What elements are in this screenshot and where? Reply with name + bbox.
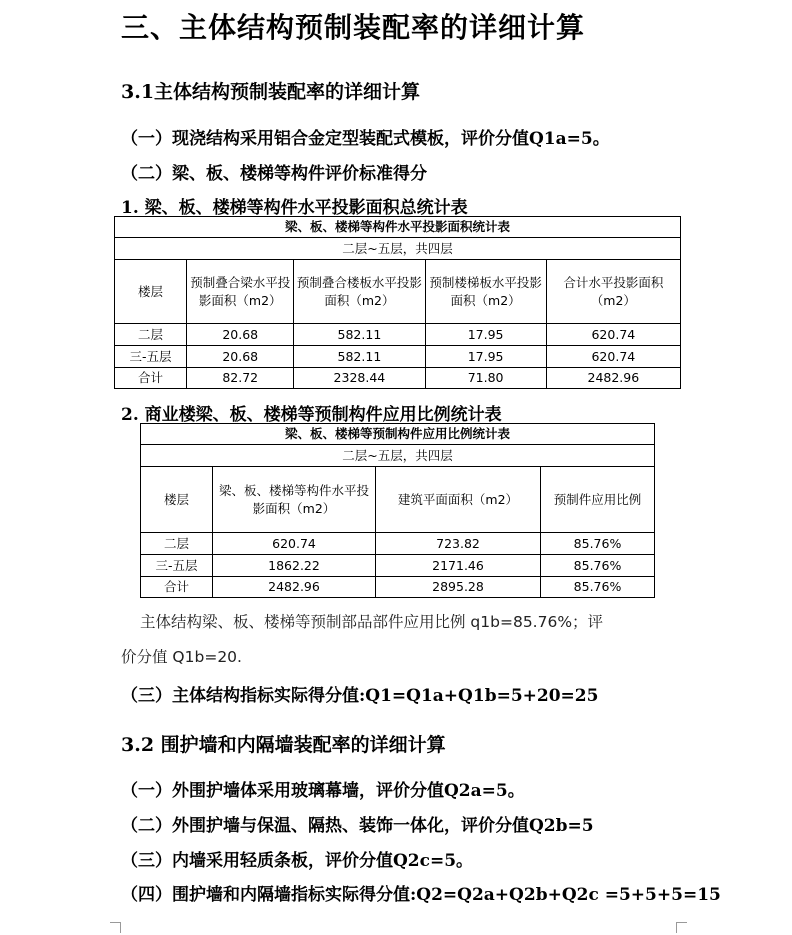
table-cell: 71.80 bbox=[425, 368, 546, 389]
column-header: 合计水平投影面积（m2） bbox=[546, 260, 680, 324]
item-wall-score: （四）围护墙和内隔墙指标实际得分值:Q2=Q2a+Q2b+Q2c =5+5+5=15 bbox=[121, 885, 721, 905]
page-corner-mark-left bbox=[110, 922, 121, 933]
item-lightweight-partition: （三）内墙采用轻质条板，评价分值Q2c=5。 bbox=[121, 851, 474, 871]
table-cell: 85.76% bbox=[541, 577, 655, 598]
table-cell: 合计 bbox=[141, 577, 213, 598]
item-main-structure-score: （三）主体结构指标实际得分值:Q1=Q1a+Q1b=5+20=25 bbox=[121, 686, 599, 706]
column-header: 梁、板、楼梯等构件水平投影面积（m2） bbox=[213, 467, 376, 533]
table-cell: 三-五层 bbox=[141, 555, 213, 577]
item-curtain-wall: （一）外围护墙体采用玻璃幕墙，评价分值Q2a=5。 bbox=[121, 781, 525, 801]
column-header: 预制叠合楼板水平投影面积（m2） bbox=[294, 260, 425, 324]
column-header: 预制楼梯板水平投影面积（m2） bbox=[425, 260, 546, 324]
table-row bbox=[115, 368, 681, 389]
ratio-paragraph-line-1: 主体结构梁、板、楼梯等预制部品部件应用比例 q1b=85.76%；评 bbox=[140, 613, 604, 631]
application-ratio-table bbox=[140, 423, 655, 598]
table-cell: 二层 bbox=[115, 324, 187, 346]
table-cell: 2328.44 bbox=[294, 368, 425, 389]
table-cell: 三-五层 bbox=[115, 346, 187, 368]
section-heading-3-1: 3.1主体结构预制装配率的详细计算 bbox=[121, 81, 421, 103]
subheading-projection-area-table: 1. 梁、板、楼梯等构件水平投影面积总统计表 bbox=[121, 198, 468, 218]
page-corner-mark-right bbox=[676, 922, 687, 933]
table-row bbox=[141, 533, 655, 555]
table-cell: 85.76% bbox=[541, 533, 655, 555]
table-cell: 2482.96 bbox=[213, 577, 376, 598]
table-cell: 合计 bbox=[115, 368, 187, 389]
table-cell: 2895.28 bbox=[376, 577, 541, 598]
table-cell: 620.74 bbox=[546, 324, 680, 346]
column-header: 预制件应用比例 bbox=[541, 467, 655, 533]
table-cell: 620.74 bbox=[213, 533, 376, 555]
table-cell: 17.95 bbox=[425, 324, 546, 346]
projection-area-table bbox=[114, 216, 681, 389]
item-cast-in-place-formwork: （一）现浇结构采用铝合金定型装配式模板，评价分值Q1a=5。 bbox=[121, 129, 610, 149]
column-header: 预制叠合梁水平投影面积（m2） bbox=[187, 260, 294, 324]
table-cell: 85.76% bbox=[541, 555, 655, 577]
table-cell: 582.11 bbox=[294, 324, 425, 346]
table-cell: 620.74 bbox=[546, 346, 680, 368]
table-row bbox=[115, 324, 681, 346]
table-cell: 82.72 bbox=[187, 368, 294, 389]
table-subcaption: 二层~五层，共四层 bbox=[141, 445, 655, 467]
item-component-score: （二）梁、板、楼梯等构件评价标准得分 bbox=[121, 164, 427, 184]
table-cell: 2171.46 bbox=[376, 555, 541, 577]
column-header: 建筑平面面积（m2） bbox=[376, 467, 541, 533]
table-caption: 梁、板、楼梯等构件水平投影面积统计表 bbox=[115, 217, 681, 238]
ratio-paragraph-line-2: 价分值 Q1b=20. bbox=[121, 648, 242, 666]
page-title: 三、主体结构预制装配率的详细计算 bbox=[121, 11, 586, 44]
table-cell: 17.95 bbox=[425, 346, 546, 368]
table-cell: 723.82 bbox=[376, 533, 541, 555]
table-cell: 2482.96 bbox=[546, 368, 680, 389]
table-caption: 梁、板、楼梯等预制构件应用比例统计表 bbox=[141, 424, 655, 445]
table-row bbox=[141, 577, 655, 598]
table-cell: 20.68 bbox=[187, 346, 294, 368]
subheading-application-ratio-table: 2. 商业楼梁、板、楼梯等预制构件应用比例统计表 bbox=[121, 405, 502, 425]
column-header: 楼层 bbox=[141, 467, 213, 533]
table-cell: 二层 bbox=[141, 533, 213, 555]
table-row bbox=[115, 346, 681, 368]
item-integrated-envelope: （二）外围护墙与保温、隔热、装饰一体化，评价分值Q2b=5 bbox=[121, 816, 594, 836]
table-subcaption: 二层~五层，共四层 bbox=[115, 238, 681, 260]
table-cell: 1862.22 bbox=[213, 555, 376, 577]
table-cell: 20.68 bbox=[187, 324, 294, 346]
table-row bbox=[141, 555, 655, 577]
section-heading-3-2: 3.2 围护墙和内隔墙装配率的详细计算 bbox=[121, 734, 446, 756]
table-cell: 582.11 bbox=[294, 346, 425, 368]
column-header: 楼层 bbox=[115, 260, 187, 324]
